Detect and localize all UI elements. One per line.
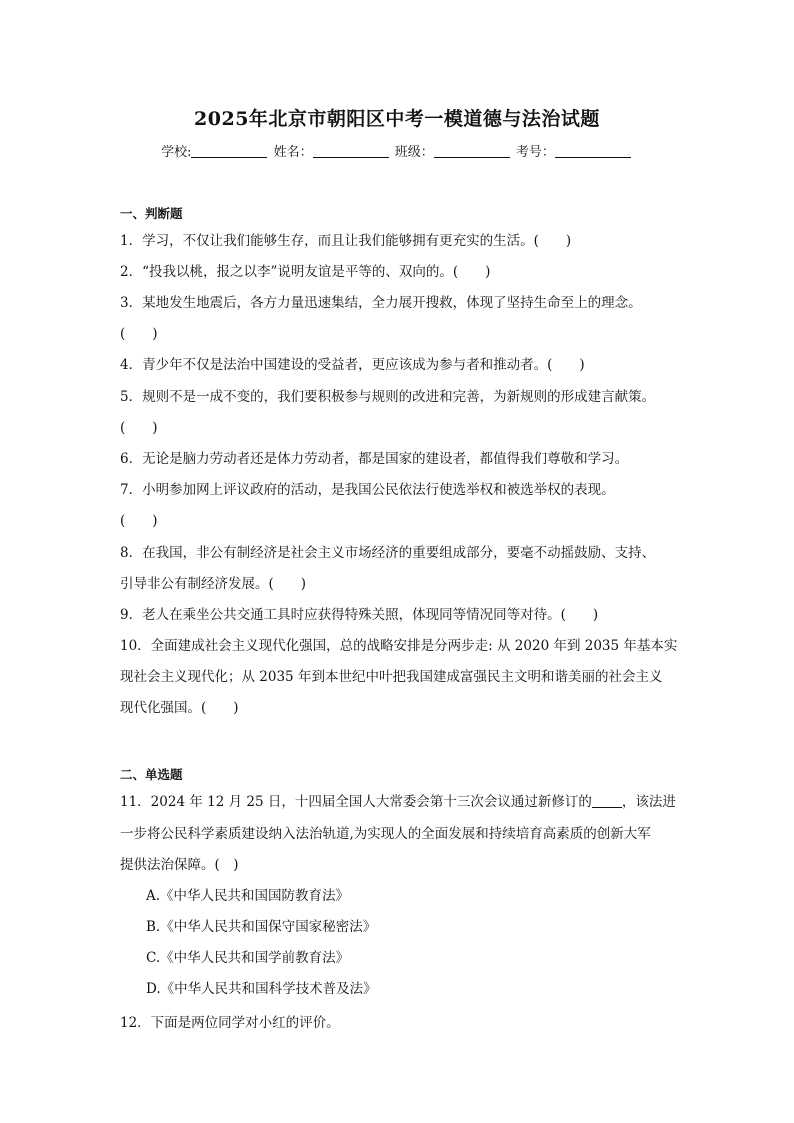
answer-bracket: ( )	[120, 326, 158, 342]
question-line: 6．无论是脑力劳动者还是体力劳动者，都是国家的建设者，都值得我们尊敬和学习。	[120, 451, 629, 467]
class-label: 班级：	[394, 145, 434, 160]
question-line: 7．小明参加网上评议政府的活动，是我国公民依法行使选举权和被选举权的表现。	[120, 482, 615, 498]
question-line: 引导非公有制经济发展。( )	[120, 576, 307, 592]
number-blank[interactable]	[555, 145, 631, 158]
answer-bracket: ( )	[120, 513, 158, 529]
question-line: 9．老人在乘坐公共交通工具时应获得特殊关照，体现同等情况同等对待。( )	[120, 607, 599, 623]
name-blank[interactable]	[313, 145, 389, 158]
question-line: 5．规则不是一成不变的，我们要积极参与规则的改进和完善，为新规则的形成建言献策。	[120, 389, 656, 405]
number-label: 考号：	[515, 145, 555, 160]
option-b[interactable]: B.《中华人民共和国保守国家秘密法》	[146, 919, 377, 935]
section-heading-true-false: 一、判断题	[120, 206, 183, 221]
school-label: 学校:	[161, 145, 192, 160]
question-line: 8．在我国，非公有制经济是社会主义市场经济的重要组成部分，要毫不动摇鼓励、支持、	[120, 545, 656, 561]
school-blank[interactable]	[191, 145, 267, 158]
student-info-row	[0, 141, 794, 160]
q11-text-end: ，该法进	[621, 794, 676, 810]
question-line: 4．青少年不仅是法治中国建设的受益者，更应该成为参与者和推动者。( )	[120, 357, 585, 373]
answer-bracket: ( )	[120, 420, 158, 436]
question-11-line	[120, 790, 676, 810]
class-blank[interactable]	[434, 145, 510, 158]
option-c[interactable]: C.《中华人民共和国学前教育法》	[146, 950, 350, 966]
question-line: 现社会主义现代化；从 2035 年到本世纪中叶把我国建成富强民主文明和谐美丽的社会主义	[120, 669, 663, 685]
question-line: 现代化强国。( )	[120, 700, 239, 716]
q11-text: 11．2024 年 12 月 25 日，十四届全国人大常委会第十三次会议通过新修订的	[120, 794, 592, 810]
question-12-line: 12．下面是两位同学对小红的评价。	[120, 1015, 340, 1031]
question-line: 3．某地发生地震后，各方力量迅速集结，全力展开搜救，体现了坚持生命至上的理念。	[120, 295, 642, 311]
section-heading-single-choice: 二、单选题	[120, 767, 183, 782]
q11-blank	[592, 795, 622, 808]
question-line: 10．全面建成社会主义现代化强国，总的战略安排是分两步走: 从 2020 年到 2035 年基本实	[120, 638, 678, 654]
option-a[interactable]: A.《中华人民共和国国防教育法》	[146, 888, 350, 904]
option-d[interactable]: D.《中华人民共和国科学技术普及法》	[146, 981, 377, 997]
question-line: 1．学习，不仅让我们能够生存，而且让我们能够拥有更充实的生活。( )	[120, 233, 572, 249]
question-line: 2．“投我以桃，报之以李”说明友谊是平等的、双向的。( )	[120, 264, 491, 280]
page-title: 2025年北京市朝阳区中考一模道德与法治试题	[194, 108, 600, 130]
question-11-line: 提供法治保障。( )	[120, 857, 239, 873]
name-label: 姓名：	[273, 145, 313, 160]
question-11-line: 一步将公民科学素质建设纳入法治轨道,为实现人的全面发展和持续培育高素质的创新大军	[120, 826, 651, 842]
